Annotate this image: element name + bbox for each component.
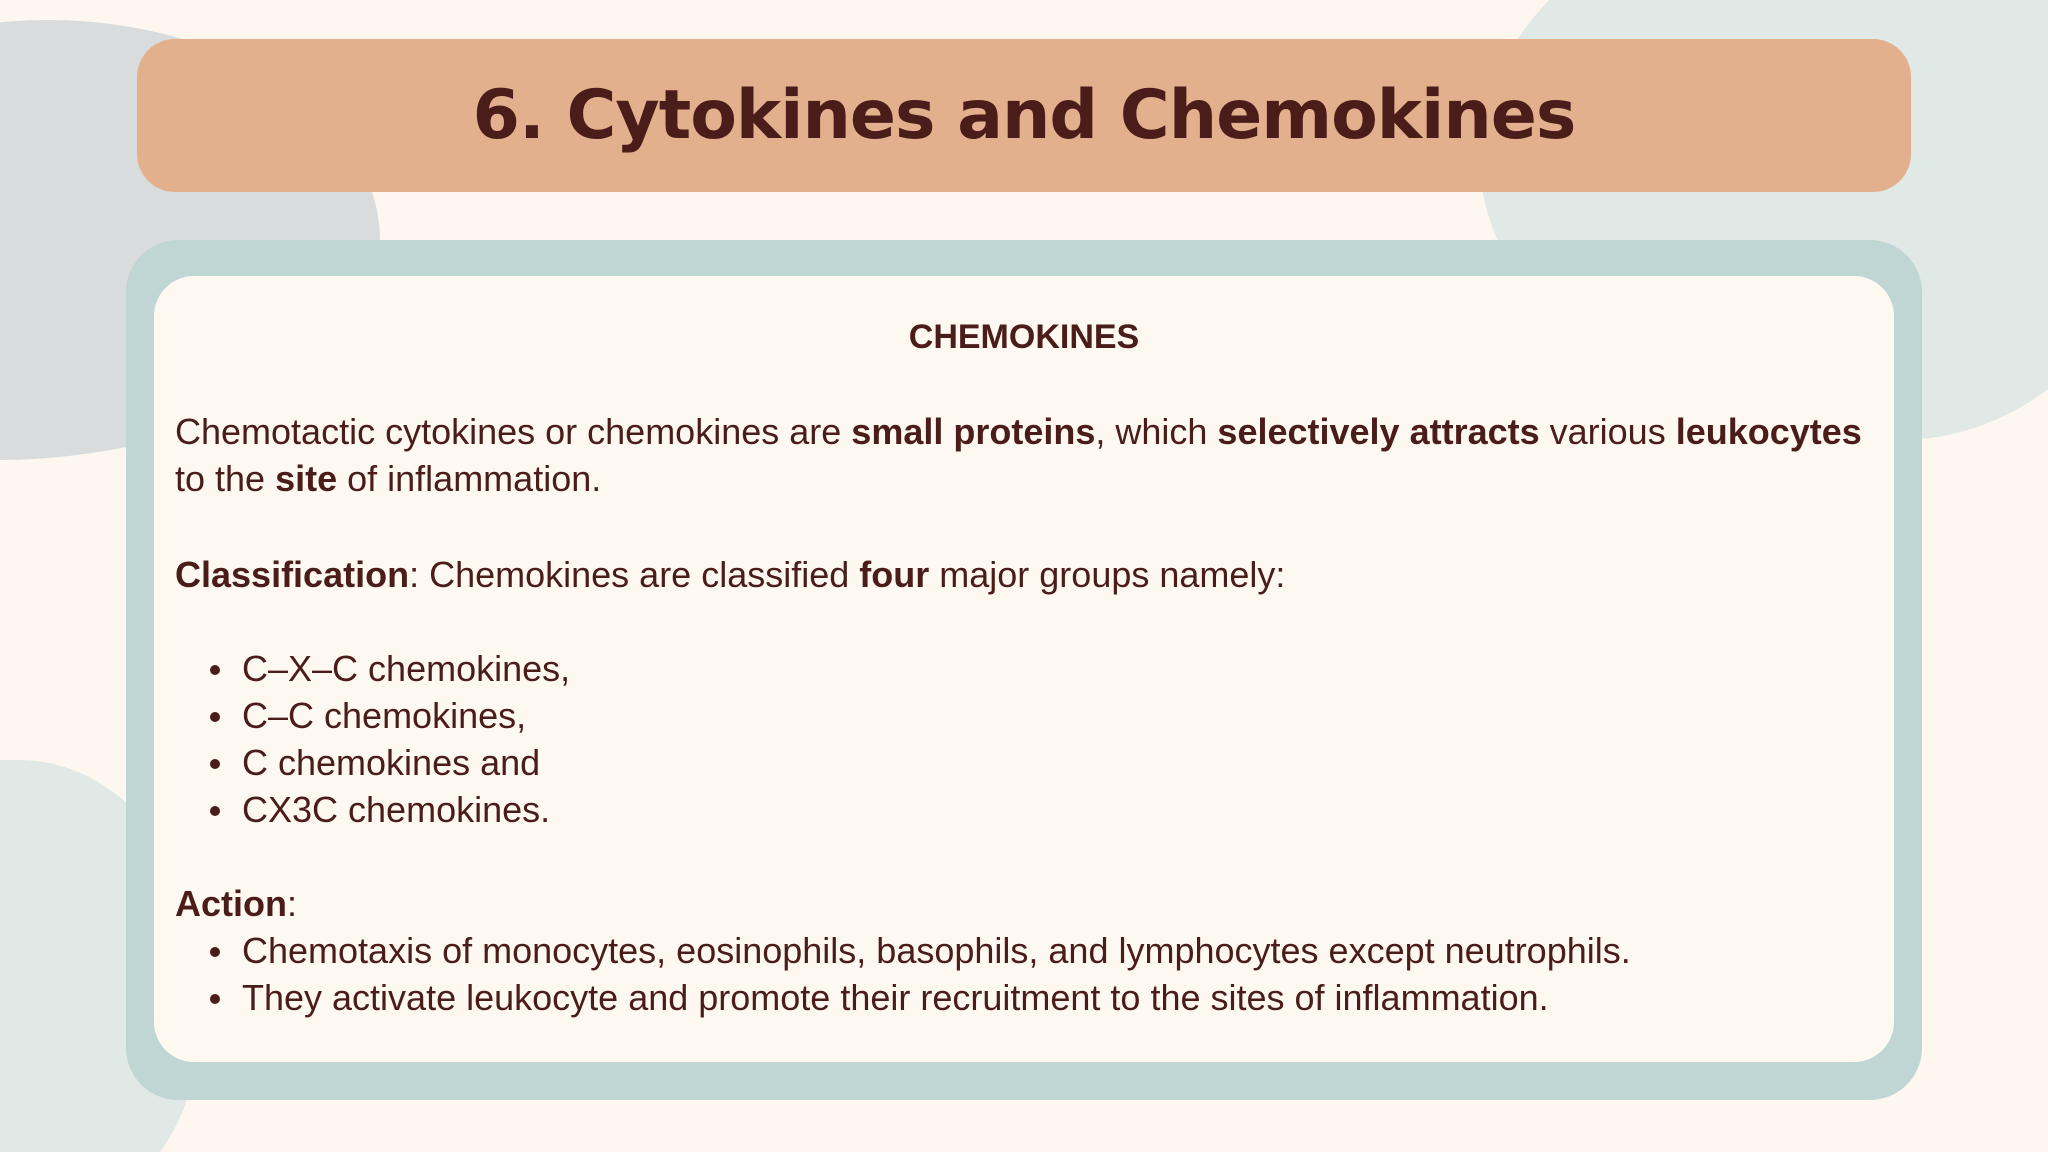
intro-text: of inflammation. xyxy=(337,458,602,499)
classification-text: : Chemokines are classified xyxy=(409,554,860,595)
intro-bold: selectively attracts xyxy=(1217,411,1540,452)
list-item: C chemokines and xyxy=(210,739,570,786)
intro-bold: site xyxy=(275,458,338,499)
intro-text: to the xyxy=(175,458,276,499)
classification-paragraph xyxy=(175,551,1885,598)
action-label: Action xyxy=(175,883,287,924)
classification-text: major groups namely: xyxy=(929,554,1286,595)
list-item: C–X–C chemokines, xyxy=(210,645,570,692)
list-item: C–C chemokines, xyxy=(210,692,570,739)
slide-title: 6. Cytokines and Chemokines xyxy=(472,76,1576,155)
section-heading: CHEMOKINES xyxy=(908,318,1140,356)
classification-list xyxy=(210,645,570,833)
intro-text: Chemotactic cytokines or chemokines are xyxy=(175,411,852,452)
action-paragraph xyxy=(175,880,1885,927)
classification-label: Classification xyxy=(175,554,410,595)
list-item: They activate leukocyte and promote their recruitment to the sites of inflammation. xyxy=(210,974,1631,1021)
intro-bold: leukocytes xyxy=(1675,411,1862,452)
list-item: Chemotaxis of monocytes, eosinophils, basophils, and lymphocytes except neutrophils. xyxy=(210,927,1631,974)
action-list xyxy=(210,927,1631,1021)
intro-paragraph xyxy=(175,408,1885,502)
intro-text: , which xyxy=(1095,411,1218,452)
intro-bold: small proteins xyxy=(851,411,1096,452)
list-item: CX3C chemokines. xyxy=(210,786,570,833)
title-banner xyxy=(137,39,1911,192)
intro-text: various xyxy=(1539,411,1676,452)
classification-bold: four xyxy=(859,554,930,595)
action-colon: : xyxy=(287,883,298,924)
